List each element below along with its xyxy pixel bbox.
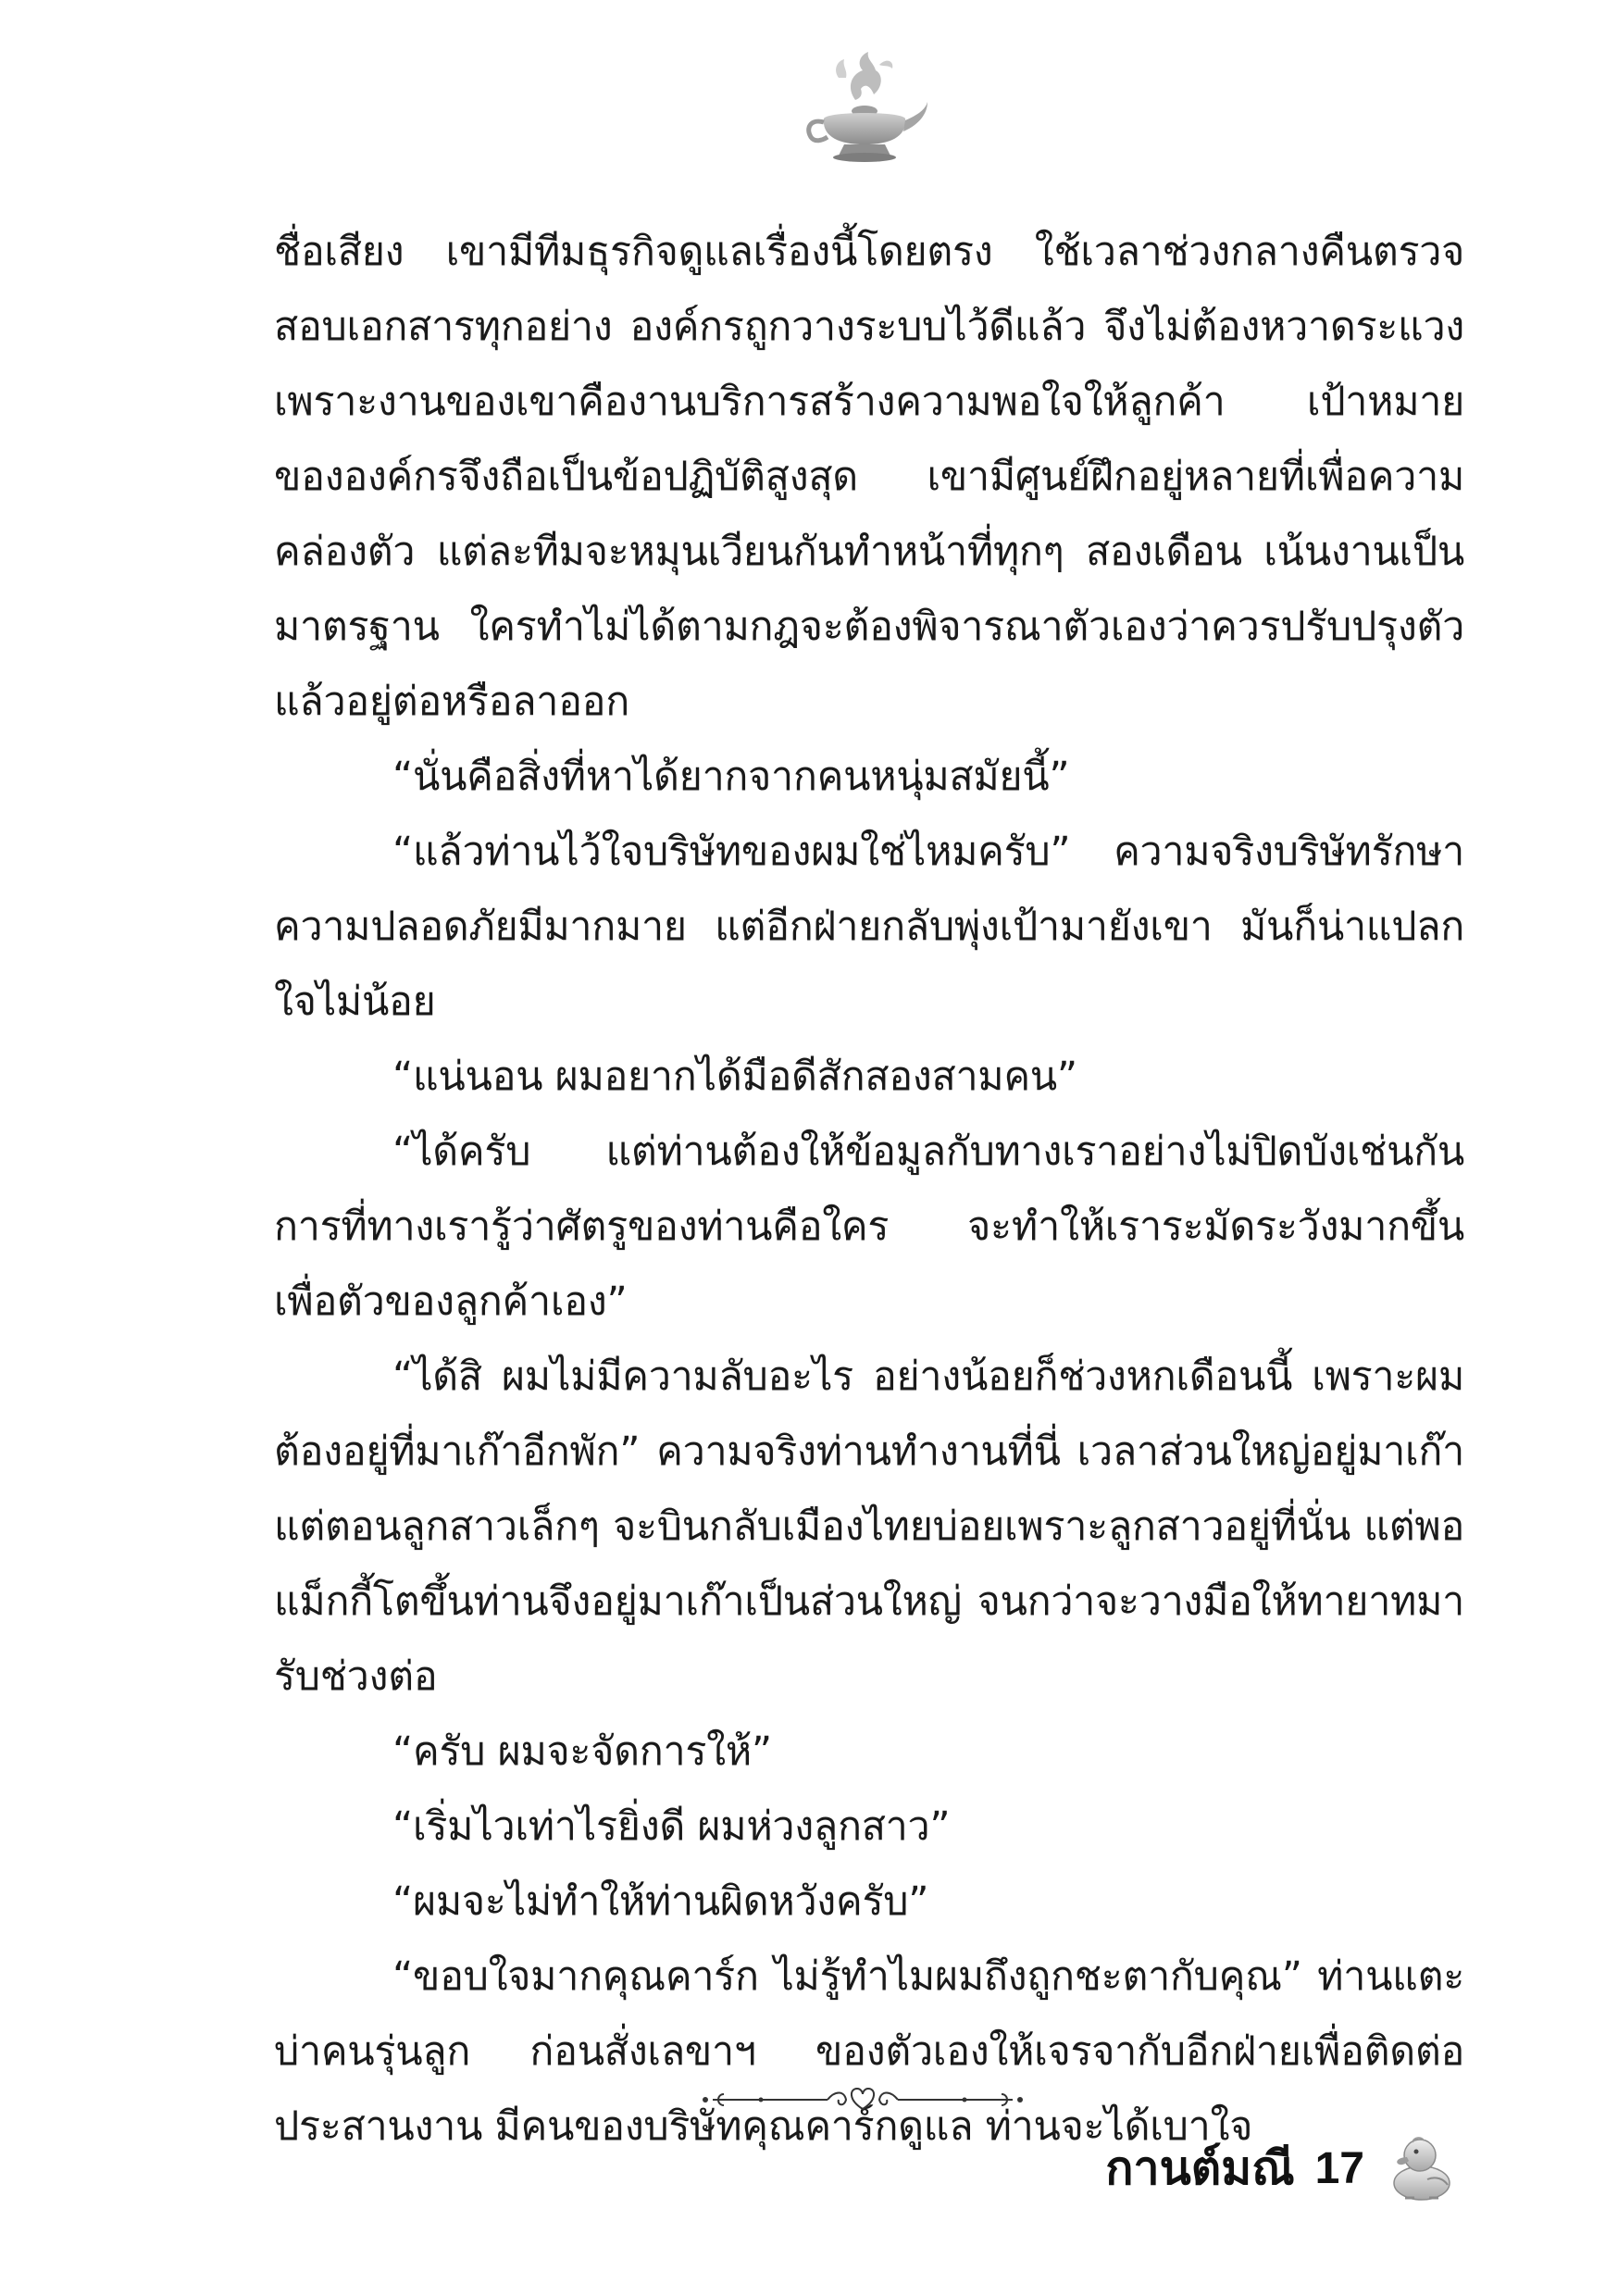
paragraph: “นั่นคือสิ่งที่หาได้ยากจากคนหนุ่มสมัยนี้”	[392, 754, 1070, 800]
paragraph: “แน่นอน ผมอยากได้มือดีสักสองสามคน”	[392, 1054, 1077, 1100]
paragraph: “ได้ครับ แต่ท่านต้องให้ข้อมูลกับทางเราอย่างไม่ปิดบังเช่นกัน การที่ทางเรารู้ว่าศัตรูของท่านคือใคร จะทำให้เราระมัดระวังมากขึ้น เพื่อตัวของลูกค้าเอง”	[274, 1129, 1464, 1325]
duck-icon	[1385, 2131, 1455, 2205]
paragraph: “ครับ ผมจะจัดการให้”	[392, 1728, 772, 1775]
paragraph: “ขอบใจมากคุณคาร์ก ไม่รู้ทำไมผมถึงถูกชะตากับคุณ” ท่านแตะบ่าคนรุ่นลูก ก่อนสั่งเลขาฯ ของตัวเองให้เจรจากับอีกฝ่ายเพื่อติดต่อประสานงาน มีคนของบริษัทคุณคาร์กดูแล ท่านจะได้เบาใจ	[274, 1953, 1464, 2150]
page-footer	[1105, 2128, 1455, 2209]
book-title: กานต์มณี	[1105, 2140, 1295, 2195]
paragraph: “แล้วท่านไว้ใจบริษัทของผมใช่ไหมครับ” ความจริงบริษัทรักษาความปลอดภัยมีมากมาย แต่อีกฝ่ายกลับพุ่งเป้ามายังเขา มันก็น่าแปลกใจไม่น้อย	[274, 829, 1464, 1025]
paragraph: “เริ่มไวเท่าไรยิ่งดี ผมห่วงลูกสาว”	[392, 1803, 951, 1850]
page-number: 17	[1314, 2143, 1364, 2193]
paragraph: “ได้สิ ผมไม่มีความลับอะไร อย่างน้อยก็ช่วงหกเดือนนี้ เพราะผมต้องอยู่ที่มาเก๊าอีกพัก” ความจริงท่านทำงานที่นี่ เวลาส่วนใหญ่อยู่มาเก๊า แต่ตอนลูกสาวเล็กๆ จะบินกลับเมืองไทยบ่อยเพราะลูกสาวอยู่ที่นั่น แต่พอแม็กกี้โตขึ้นท่านจึงอยู่มาเก๊าเป็นส่วนใหญ่ จนกว่าจะวางมือให้ทายาทมารับช่วงต่อ	[274, 1354, 1464, 1700]
heart-flourish-divider	[696, 2081, 1029, 2118]
genie-lamp-icon	[790, 46, 929, 176]
paragraph: “ผมจะไม่ทำให้ท่านผิดหวังครับ”	[392, 1878, 929, 1925]
body-text	[274, 215, 1464, 2165]
paragraph: ชื่อเสียง เขามีทีมธุรกิจดูแลเรื่องนี้โดยตรง ใช้เวลาช่วงกลางคืนตรวจสอบเอกสารทุกอย่าง องค์กรถูกวางระบบไว้ดีแล้ว จึงไม่ต้องหวาดระแวงเพราะงานของเขาคืองานบริการสร้างความพอใจให้ลูกค้า เป้าหมายขององค์กรจึงถือเป็นข้อปฏิบัติสูงสุด เขามีศูนย์ฝึกอยู่หลายที่เพื่อความคล่องตัว แต่ละทีมจะหมุนเวียนกันทำหน้าที่ทุกๆ สองเดือน เน้นงานเป็นมาตรฐาน ใครทำไม่ได้ตามกฎจะต้องพิจารณาตัวเองว่าควรปรับปรุงตัวแล้วอยู่ต่อหรือลาออก	[274, 229, 1464, 725]
